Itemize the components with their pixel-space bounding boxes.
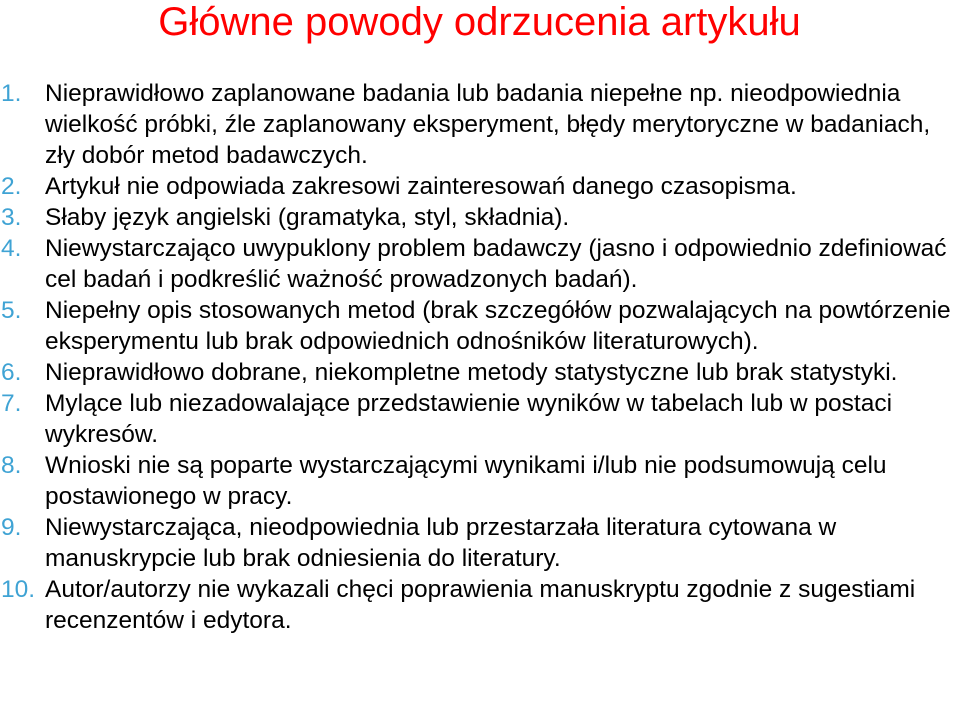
list-item <box>0 388 959 450</box>
item-text: Niewystarczająco uwypuklony problem badawczy (jasno i odpowiednio zdefiniować cel badań i podkreślić ważność prowadzonych badań). <box>45 235 947 293</box>
page-title: Główne powody odrzucenia artykułu <box>158 0 801 44</box>
list-item <box>0 574 959 636</box>
item-number: 3. <box>1 204 22 231</box>
item-text: Niewystarczająca, nieodpowiednia lub przestarzała literatura cytowana w manuskrypcie lub brak odniesienia do literatury. <box>45 514 837 572</box>
reasons-list <box>0 78 959 636</box>
item-text: Artykuł nie odpowiada zakresowi zainteresowań danego czasopisma. <box>45 173 797 200</box>
item-text: Niepełny opis stosowanych metod (brak szczegółów pozwalających na powtórzenie eksperymentu lub brak odpowiednich odnośników literaturowych). <box>45 297 951 355</box>
list-item <box>0 357 959 388</box>
item-number: 5. <box>1 297 22 324</box>
item-text: Nieprawidłowo dobrane, niekompletne metody statystyczne lub brak statystyki. <box>45 359 898 386</box>
list-item <box>0 202 959 233</box>
item-number: 1. <box>1 80 22 107</box>
item-text: Nieprawidłowo zaplanowane badania lub badania niepełne np. nieodpowiednia wielkość próbki, źle zaplanowany eksperyment, błędy merytoryczne w badaniach, zły dobór metod badawczych. <box>45 80 931 169</box>
item-text: Słaby język angielski (gramatyka, styl, składnia). <box>45 204 570 231</box>
list-item <box>0 233 959 295</box>
item-number: 9. <box>1 514 22 541</box>
item-text: Wnioski nie są poparte wystarczającymi wynikami i/lub nie podsumowują celu postawionego w pracy. <box>45 452 887 510</box>
item-number: 6. <box>1 359 22 386</box>
item-number: 10. <box>1 576 36 603</box>
list-item <box>0 450 959 512</box>
list-item <box>0 171 959 202</box>
list-item <box>0 295 959 357</box>
item-number: 7. <box>1 390 22 417</box>
list-item <box>0 512 959 574</box>
item-text: Autor/autorzy nie wykazali chęci poprawienia manuskryptu zgodnie z sugestiami recenzentów i edytora. <box>45 576 916 634</box>
item-number: 4. <box>1 235 22 262</box>
item-number: 8. <box>1 452 22 479</box>
list-item <box>0 78 959 171</box>
item-text: Mylące lub niezadowalające przedstawienie wyników w tabelach lub w postaci wykresów. <box>45 390 893 448</box>
item-number: 2. <box>1 173 22 200</box>
